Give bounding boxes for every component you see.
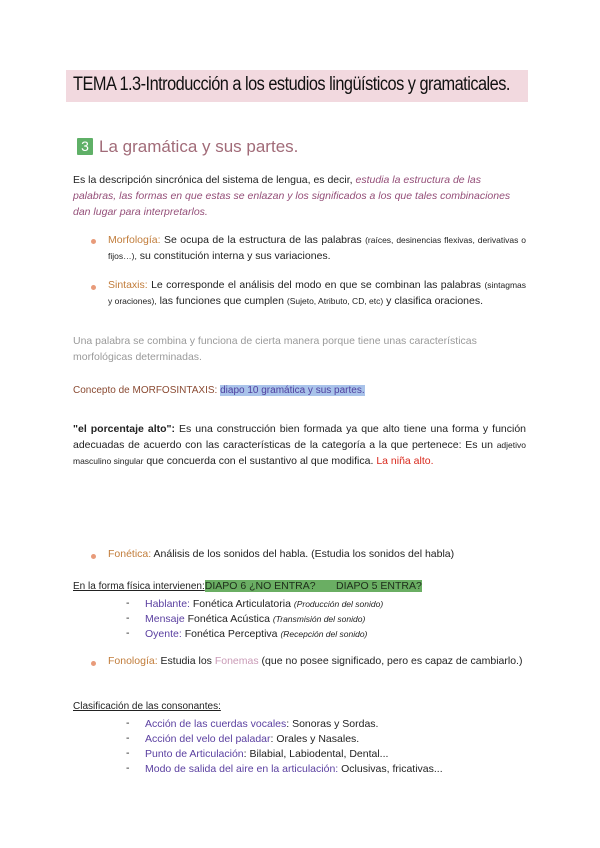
term-morfologia: Morfología: (108, 234, 161, 246)
item-term: Acción de las cuerdas vocales (145, 718, 287, 730)
item-note: (Transmisión del sonido) (272, 614, 366, 624)
bullet-dot (91, 239, 96, 244)
item-term: Hablante: (145, 598, 190, 610)
clasif-item (145, 716, 378, 732)
fisica-highlight: DIAPO 6 ¿NO ENTRA? DIAPO 5 ENTRA? (204, 580, 422, 592)
term-fonologia: Fonología: (108, 655, 158, 667)
paragraph-small-text: adjetivo masculino singular (73, 440, 526, 466)
intro-italic: estudia la estructura de las palabras, las formas en que estas se enlazan y los significados a los que tales combinaciones dan lugar para interpretarlos. (73, 174, 511, 218)
clasif-item (145, 746, 388, 762)
item-text: Oclusivas, fricativas... (338, 763, 443, 775)
section-title: La gramática y sus partes. (99, 137, 299, 156)
dash: - (126, 747, 130, 759)
list-item-morfologia (108, 232, 526, 264)
item-text: : Bilabial, Labiodental, Dental... (243, 748, 389, 760)
porcentaje-paragraph (73, 421, 526, 469)
bullet-dot (91, 554, 96, 559)
dash: - (126, 717, 130, 729)
paragraph-text: tiene una forma y función adecuadas de acuerdo con las características de la categoría a la que pertenece: Es un (73, 423, 527, 451)
clasif-item (145, 761, 443, 777)
fisica-item (145, 596, 383, 612)
fisica-item (145, 611, 365, 627)
dash: - (126, 597, 130, 609)
item-text: las funciones que cumplen (159, 295, 284, 307)
item-text: Análisis de los sonidos del habla. (Estudia los sonidos del habla) (153, 548, 455, 560)
term-fonemas: Fonemas (214, 655, 259, 667)
term-sintaxis: Sintaxis: (108, 279, 148, 291)
bullet-dot (91, 661, 96, 666)
term-fonetica: Fonética: (108, 548, 152, 560)
fisica-label: En la forma física intervienen: (73, 581, 205, 592)
muted-note: Una palabra se combina y funciona de cierta manera porque tiene unas características morfológicas determinadas. (73, 335, 477, 363)
concept-line (73, 383, 365, 399)
dash: - (126, 612, 130, 624)
dash: - (126, 627, 130, 639)
item-text: : Orales y Nasales. (270, 733, 360, 745)
item-term: Modo de salida del aire en la articulación: (145, 763, 339, 775)
item-text: : Sonoras y Sordas. (286, 718, 379, 730)
item-note: (Recepción del sonido) (280, 629, 368, 639)
list-item-sintaxis (108, 277, 526, 309)
item-text: su constitución interna y sus variaciones. (139, 250, 331, 262)
item-text: Le corresponde el análisis del modo en que se combinan las palabras (151, 279, 482, 291)
item-text: y clasifica oraciones. (386, 295, 484, 307)
intro-paragraph (73, 172, 513, 220)
item-term: Oyente: (145, 628, 182, 640)
clasif-label: Clasificación de las consonantes: (73, 701, 221, 712)
item-small-text: (Sujeto, Atributo, CD, etc) (286, 296, 384, 306)
red-example: La niña alto. (376, 455, 434, 467)
dash: - (126, 732, 130, 744)
item-text: Estudia los (160, 655, 212, 667)
intro-plain: Es la descripción sincrónica del sistema de lengua, es decir, (73, 174, 356, 186)
bullet-dot (91, 285, 96, 290)
dash: - (126, 762, 130, 774)
item-text: Se ocupa de la estructura de las palabras (164, 234, 362, 246)
concept-reference: diapo 10 gramática y sus partes. (220, 385, 365, 396)
concept-label: Concepto de MORFOSINTAXIS: (73, 385, 218, 396)
fisica-line (73, 578, 422, 595)
item-term: Mensaje (145, 613, 185, 625)
item-text: (que no posee significado, pero es capaz de cambiarlo.) (261, 655, 523, 667)
fisica-item (145, 626, 367, 642)
item-text: Fonética Acústica (187, 613, 270, 625)
item-small-text: (sintagmas y oraciones), (108, 280, 527, 306)
quote: "el porcentaje alto": (73, 423, 175, 435)
item-text: Fonética Perceptiva (184, 628, 278, 640)
section-number-badge: 3 (77, 138, 93, 155)
paragraph-text: Es una construcción bien formada ya que (179, 423, 379, 435)
item-small-text: (raíces, desinencias flexivas, derivativas o fijos…), (108, 235, 526, 261)
word-alto: alto (382, 423, 400, 435)
list-item-fonetica (108, 546, 528, 562)
page-title: TEMA 1.3-Introducción a los estudios lingüísticos y gramaticales. (73, 74, 510, 95)
item-text: Fonética Articulatoria (192, 598, 291, 610)
list-item-fonologia (108, 653, 526, 669)
clasif-item (145, 731, 359, 747)
item-term: Acción del velo del paladar (145, 733, 271, 745)
paragraph-text: que concuerda con el sustantivo al que modifica. (146, 455, 374, 467)
item-term: Punto de Articulación (145, 748, 244, 760)
item-note: (Producción del sonido) (293, 599, 384, 609)
